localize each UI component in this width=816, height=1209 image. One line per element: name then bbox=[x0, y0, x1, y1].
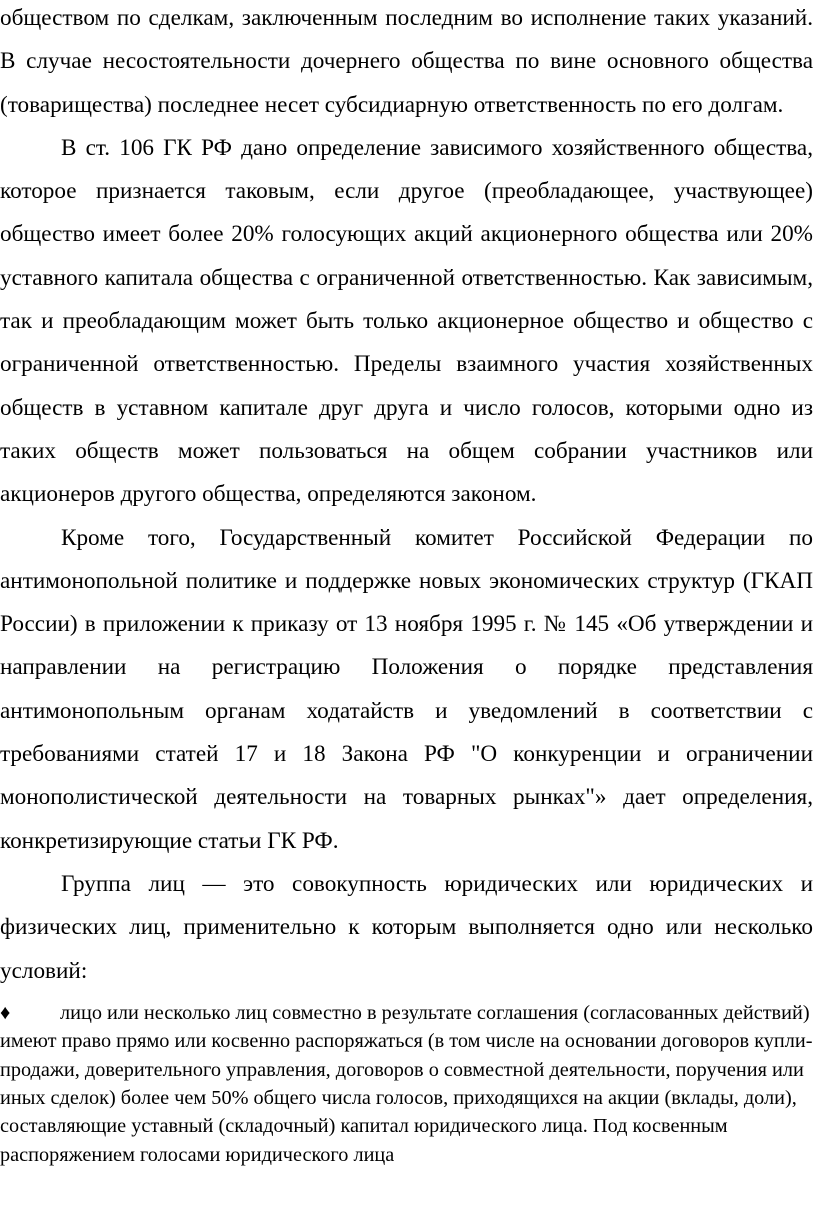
paragraph-1: обществом по сделкам, заключенным последним во исполнение таких указаний. В случае несостоятельности дочернего общества по вине основного общества (товарищества) последнее несет субсидиарную ответственность по его долгам. bbox=[0, 5, 813, 118]
paragraph-3: Кроме того, Государственный комитет Российской Федерации по антимонопольной политике и поддержке новых экономических структур (ГКАП России) в приложении к приказу от 13 ноября 1995 г. № 145 «Об утверждении и направлении на регистрацию Положения о порядке представления антимонопольным органам ходатайств и уведомлений в соответствии с требованиями статей 17 и 18 Закона РФ "О конкуренции и ограничении монополистической деятельности на товарных рынках"» дает определения, конкретизирующие статьи ГК РФ. bbox=[0, 524, 813, 854]
list-item-text: лицо или несколько лиц совместно в результате соглашения (согласованных действий) имеют право прямо или косвенно распоряжаться (в том числе на основании договоров купли-продажи, доверительного управления, договоров о совместной деятельности, поручения или иных сделок) более чем 50% общего числа голосов, приходящихся на акции (вклады, доли), составляющие уставный (складочный) капитал юридического лица. Под косвенным распоряжением голосами юридического лица bbox=[0, 1001, 813, 1166]
list-item bbox=[0, 999, 813, 1169]
diamond-bullet-icon: ♦ bbox=[0, 1001, 11, 1024]
paragraph-4: Группа лиц — это совокупность юридических или юридических и физических лиц, применительно к которым выполняется одно или несколько условий: bbox=[0, 870, 813, 984]
paragraph-2: В ст. 106 ГК РФ дано определение зависимого хозяйственного общества, которое признается таковым, если другое (преобладающее, участвующее) общество имеет более 20% голосующих акций акционерного общества или 20% уставного капитала общества с ограниченной ответственностью. Как зависимым, так и преобладающим может быть только акционерное общество и общество с ограниченной ответственностью. Пределы взаимного участия хозяйственных обществ в уставном капитале друг друга и число голосов, которыми одно из таких обществ может пользоваться на общем собрании участников или акционеров другого общества, определяются законом. bbox=[0, 134, 813, 508]
